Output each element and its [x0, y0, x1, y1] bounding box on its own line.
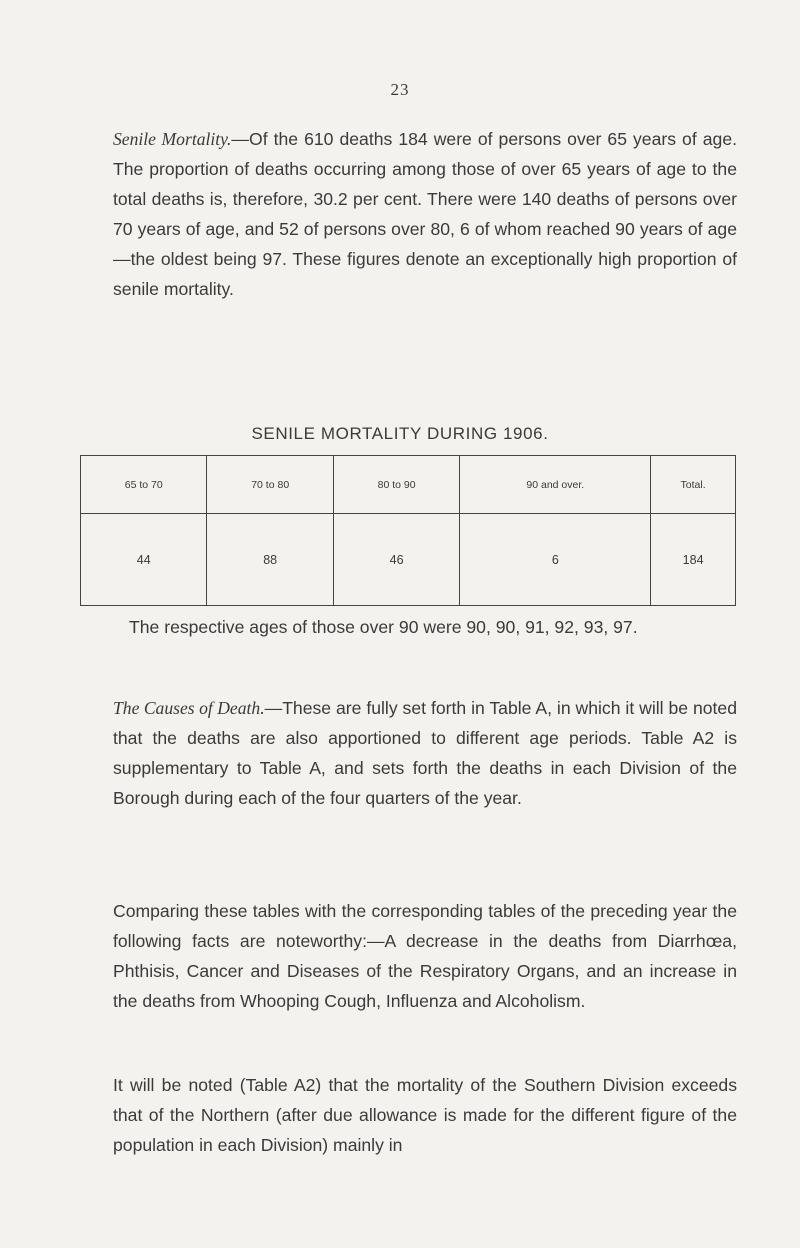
senile-mortality-paragraph [113, 124, 737, 304]
senile-mortality-table [80, 455, 736, 606]
page-number: 23 [390, 80, 410, 99]
paragraph-lead-heading: Senile Mortality. [113, 129, 232, 149]
table-cell: 46 [333, 514, 459, 606]
column-header: 90 and over. [460, 456, 651, 514]
column-header: 65 to 70 [81, 456, 207, 514]
paragraph-text: It will be noted (Table A2) that the mortality of the Southern Division exceeds that of the Northern (after due allowance is made for the different figure of the population in each Division) mainly in [113, 1075, 737, 1155]
paragraph-text: Comparing these tables with the corresponding tables of the preceding year the following facts are noteworthy:—A decrease in the deaths from Diarrhœa, Phthisis, Cancer and Diseases of the Respiratory Organs, and an increase in the deaths from Whooping Cough, Influenza and Alcoholism. [113, 901, 737, 1011]
paragraph-text: The respective ages of those over 90 were 90, 90, 91, 92, 93, 97. [129, 617, 638, 637]
paragraph-text: —These are fully set forth in Table A, in which it will be noted that the deaths are also apportioned to different age periods. Table A2 is supplementary to Table A, and sets forth the deaths in each Division of the Borough during each of the four quarters of the year. [113, 698, 738, 808]
causes-of-death-paragraph [113, 693, 737, 813]
column-header: 70 to 80 [207, 456, 333, 514]
table-row [81, 514, 736, 606]
table-cell: 44 [81, 514, 207, 606]
table-cell: 88 [207, 514, 333, 606]
column-header: 80 to 90 [333, 456, 459, 514]
table-cell: 184 [651, 514, 736, 606]
comparing-paragraph [113, 896, 737, 1016]
ages-paragraph [113, 612, 737, 642]
southern-division-paragraph [113, 1070, 737, 1160]
table-header-row [81, 456, 736, 514]
table-title: SENILE MORTALITY DURING 1906. [251, 424, 549, 443]
paragraph-lead-heading: The Causes of Death. [113, 698, 265, 718]
column-header: Total. [651, 456, 736, 514]
paragraph-text: —Of the 610 deaths 184 were of persons over 65 years of age. The proportion of deaths occurring among those of over 65 years of age to the total deaths is, therefore, 30.2 per cent. There were 140 deaths of persons over 70 years of age, and 52 of persons over 80, 6 of whom reached 90 years of age—the oldest being 97. These figures denote an exceptionally high proportion of senile mortality. [113, 129, 737, 299]
table-cell: 6 [460, 514, 651, 606]
